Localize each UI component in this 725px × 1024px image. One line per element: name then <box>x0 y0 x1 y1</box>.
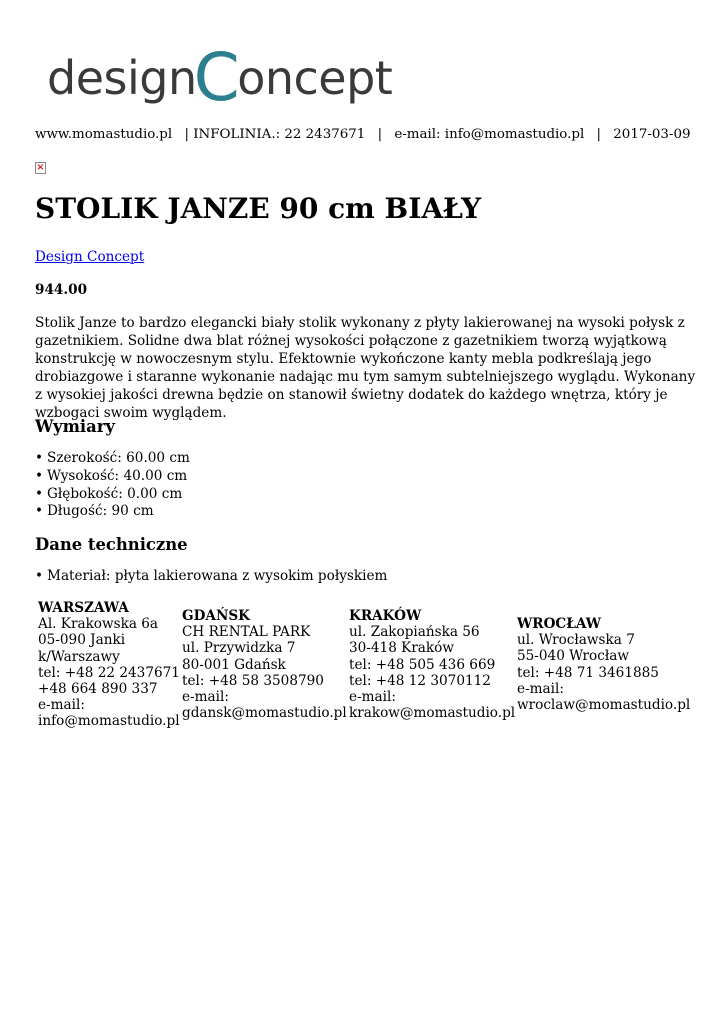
branch-line: Al. Krakowska 6a <box>38 616 159 633</box>
brand-link[interactable]: Design Concept <box>35 249 145 265</box>
product-price: 944.00 <box>35 282 88 298</box>
branch-line: tel: +48 12 3070112 <box>349 672 491 689</box>
branch-email[interactable]: gdansk@momastudio.pl <box>182 705 347 722</box>
branch-line: e-mail: <box>517 680 564 697</box>
branch-line: ul. Zakopiańska 56 <box>349 624 480 641</box>
branch-line: tel: +48 22 2437671 <box>38 664 180 681</box>
branch-line: 55-040 Wrocław <box>517 648 629 665</box>
branch-city: GDAŃSK <box>182 608 251 624</box>
dimensions-heading: Wymiary <box>35 417 115 436</box>
technical-heading: Dane techniczne <box>35 535 188 554</box>
product-description: Stolik Janze to bardzo elegancki biały stolik wykonany z płyty lakierowanej na wysoki połysk z gazetnikiem. Solidne dwa blat różnej wysokości połączone z gazetnikiem tworzą wyjątkową konstrukcję w nowoczesnym stylu. Efektownie wykończone kanty mebla podkreślają jego drobiazgowe i staranne wykonanie nadając mu tym samym subtelniejszego wyglądu. Wykonany z wysokiej jakości drewna będzie on stanowił świetny dodatek do każdego wnętrza, który je wzbogaci swoim wyglądem. <box>35 315 696 421</box>
list-item: • Głębokość: 0.00 cm <box>35 486 190 504</box>
separator: | <box>377 127 383 142</box>
branch-email[interactable]: krakow@momastudio.pl <box>349 705 516 722</box>
branch-line: tel: +48 71 3461885 <box>517 664 659 681</box>
dimensions-list <box>35 450 190 521</box>
infolinia: | INFOLINIA.: 22 2437671 <box>184 127 366 142</box>
branch-wroclaw <box>517 616 690 713</box>
branch-line: +48 664 890 337 <box>38 681 158 698</box>
header-date: 2017-03-09 <box>613 127 691 142</box>
branch-line: k/Warszawy <box>38 648 120 665</box>
logo-text-right: oncept <box>237 51 393 105</box>
logo-text-left: design <box>47 51 197 105</box>
branch-line: e-mail: <box>349 689 396 706</box>
branch-line: tel: +48 58 3508790 <box>182 672 324 689</box>
branch-email[interactable]: wroclaw@momastudio.pl <box>517 697 691 714</box>
product-title: STOLIK JANZE 90 cm BIAŁY <box>35 192 482 225</box>
list-item: • Szerokość: 60.00 cm <box>35 450 190 468</box>
header-email[interactable]: e-mail: info@momastudio.pl <box>394 127 585 142</box>
branch-email[interactable]: info@momastudio.pl <box>38 713 180 730</box>
branch-city: KRAKÓW <box>349 608 422 624</box>
logo-c-mark: C <box>193 39 240 116</box>
separator: | <box>596 127 602 142</box>
branch-line: tel: +48 505 436 669 <box>349 656 496 673</box>
site-url[interactable]: www.momastudio.pl <box>35 127 173 142</box>
branch-line: e-mail: <box>182 689 229 706</box>
branch-city: WROCŁAW <box>517 616 602 632</box>
branch-warszawa <box>38 600 180 730</box>
branch-gdansk <box>182 608 347 721</box>
branch-line: ul. Wrocławska 7 <box>517 632 635 649</box>
branch-line: 80-001 Gdańsk <box>182 656 286 673</box>
branch-line: 05-090 Janki <box>38 632 126 649</box>
branch-krakow <box>349 608 515 721</box>
design-concept-logo <box>47 39 393 116</box>
list-item: • Wysokość: 40.00 cm <box>35 468 190 486</box>
branch-line: ul. Przywidzka 7 <box>182 640 296 657</box>
branch-line: e-mail: <box>38 697 85 714</box>
header-info-line <box>35 127 691 142</box>
branch-line: CH RENTAL PARK <box>182 624 311 641</box>
list-item: • Długość: 90 cm <box>35 503 190 521</box>
branch-line: 30-418 Kraków <box>349 640 454 657</box>
technical-list <box>35 568 387 586</box>
broken-image-icon: × <box>36 162 45 173</box>
list-item: • Materiał: płyta lakierowana z wysokim połyskiem <box>35 568 387 586</box>
branch-city: WARSZAWA <box>38 600 129 616</box>
